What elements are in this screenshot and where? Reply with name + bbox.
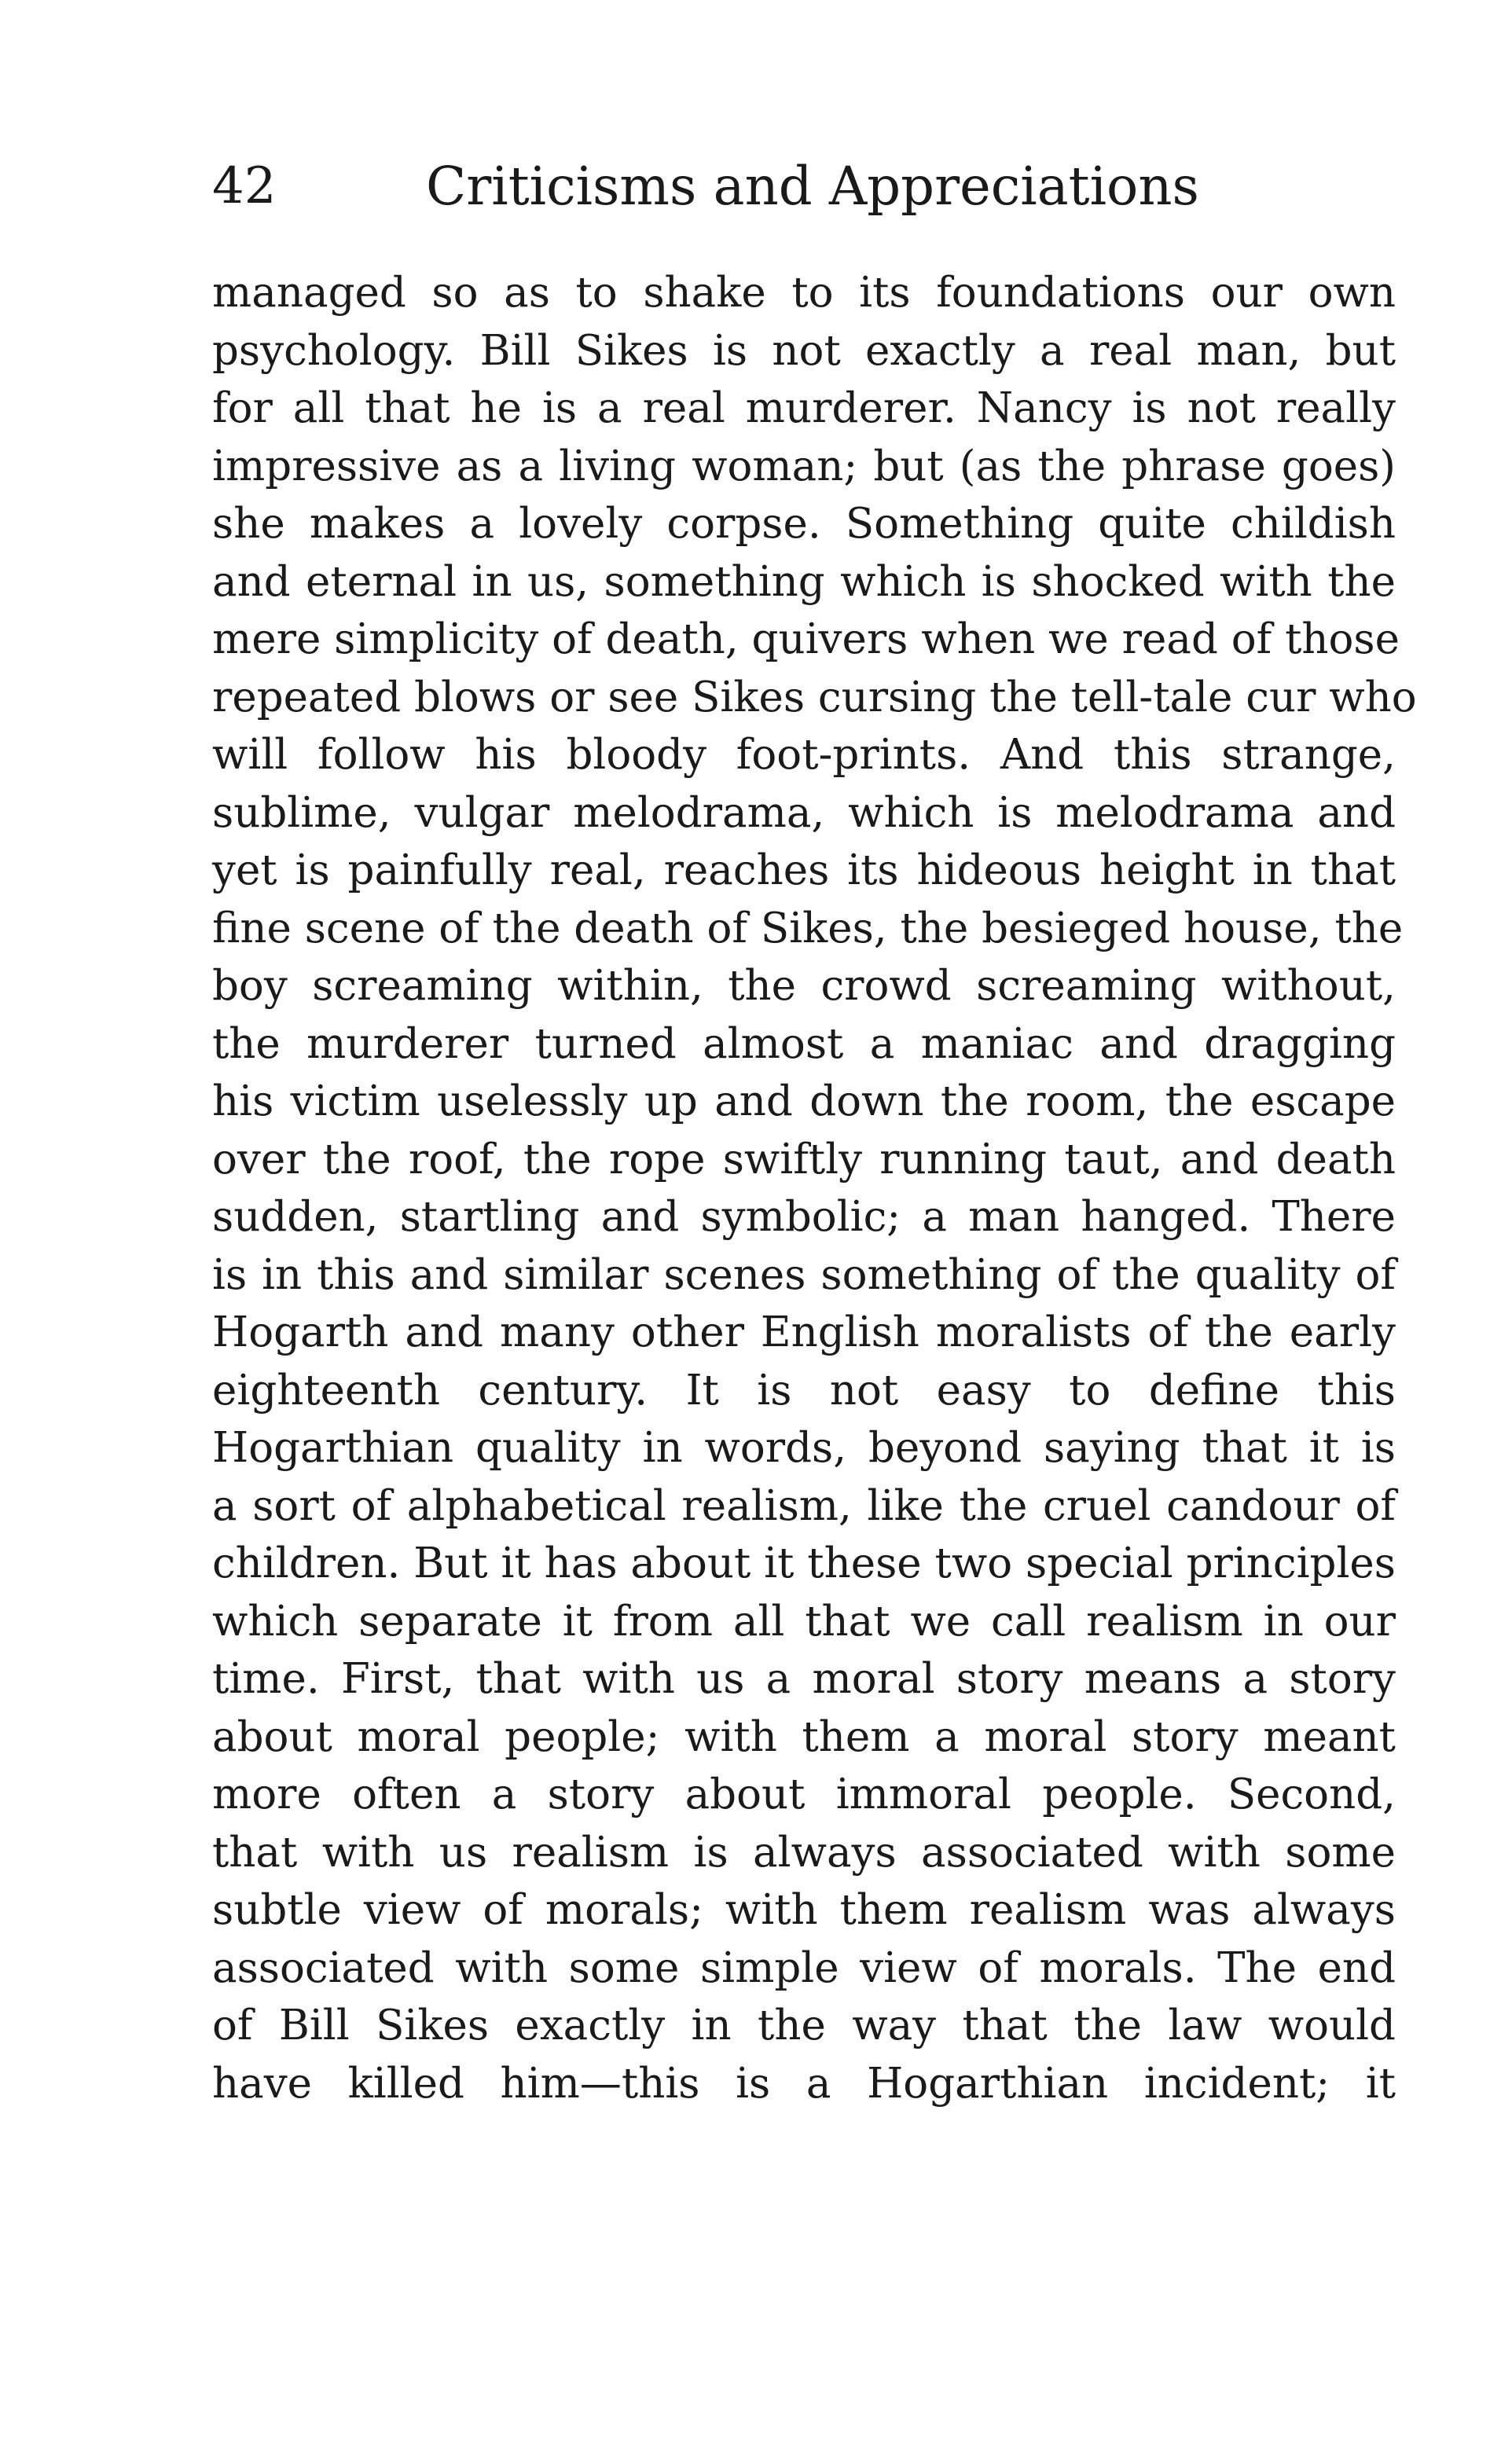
text-line: subtle view of morals; with them realism was always — [212, 1886, 1396, 1934]
page-number: 42 — [212, 157, 277, 215]
text-line: about moral people; with them a moral story meant — [212, 1712, 1396, 1761]
text-line: of Bill Sikes exactly in the way that the law would — [212, 2002, 1396, 2050]
text-line: which separate it from all that we call realism in our — [212, 1597, 1396, 1646]
text-line: time. First, that with us a moral story means a story — [212, 1655, 1396, 1703]
text-line: the murderer turned almost a maniac and dragging — [212, 1019, 1396, 1068]
page-header — [212, 151, 1391, 222]
text-line: is in this and similar scenes something of the quality of — [212, 1250, 1396, 1299]
text-line: sudden, startling and symbolic; a man hanged. There — [212, 1193, 1396, 1241]
text-line: sublime, vulgar melodrama, which is melodrama and — [212, 788, 1396, 837]
text-line: and eternal in us, something which is shocked with the — [212, 557, 1396, 606]
text-line: fine scene of the death of Sikes, the besieged house, the — [212, 904, 1404, 952]
text-line: boy screaming within, the crowd screaming without, — [212, 962, 1396, 1010]
text-line: a sort of alphabetical realism, like the cruel candour of — [212, 1481, 1396, 1530]
text-line: Hogarth and many other English moralists of the early — [212, 1308, 1396, 1356]
text-line: more often a story about immoral people. Second, — [212, 1771, 1396, 1818]
text-line: for all that he is a real murderer. Nancy is not really — [212, 384, 1396, 432]
text-line: that with us realism is always associated with some — [212, 1828, 1396, 1877]
text-line: his victim uselessly up and down the room, the escape — [212, 1077, 1396, 1125]
text-line: will follow his bloody foot-prints. And this strange, — [212, 731, 1396, 779]
text-line: yet is painfully real, reaches its hideous height in that — [212, 846, 1396, 894]
running-title: Criticisms and Appreciations — [426, 156, 1199, 217]
text-line: she makes a lovely corpse. Something quite childish — [212, 500, 1396, 548]
text-line: have killed him—this is a Hogarthian incident; it — [212, 2059, 1396, 2108]
text-line: repeated blows or see Sikes cursing the tell-tale cur who — [212, 673, 1417, 721]
text-line: mere simplicity of death, quivers when we read of those — [212, 615, 1400, 663]
text-line: impressive as a living woman; but (as the phrase goes) — [212, 442, 1396, 490]
text-line: managed so as to shake to its foundations our own — [212, 269, 1396, 317]
text-line: psychology. Bill Sikes is not exactly a real man, but — [212, 326, 1396, 375]
text-line: children. But it has about it these two special principles — [212, 1539, 1396, 1587]
text-line: Hogarthian quality in words, beyond saying that it is — [212, 1424, 1396, 1472]
text-line: over the roof, the rope swiftly running taut, and death — [212, 1135, 1396, 1183]
text-line: eighteenth century. It is not easy to define this — [212, 1366, 1396, 1415]
body-text — [212, 264, 1417, 2112]
text-line: associated with some simple view of morals. The end — [212, 1943, 1396, 1992]
